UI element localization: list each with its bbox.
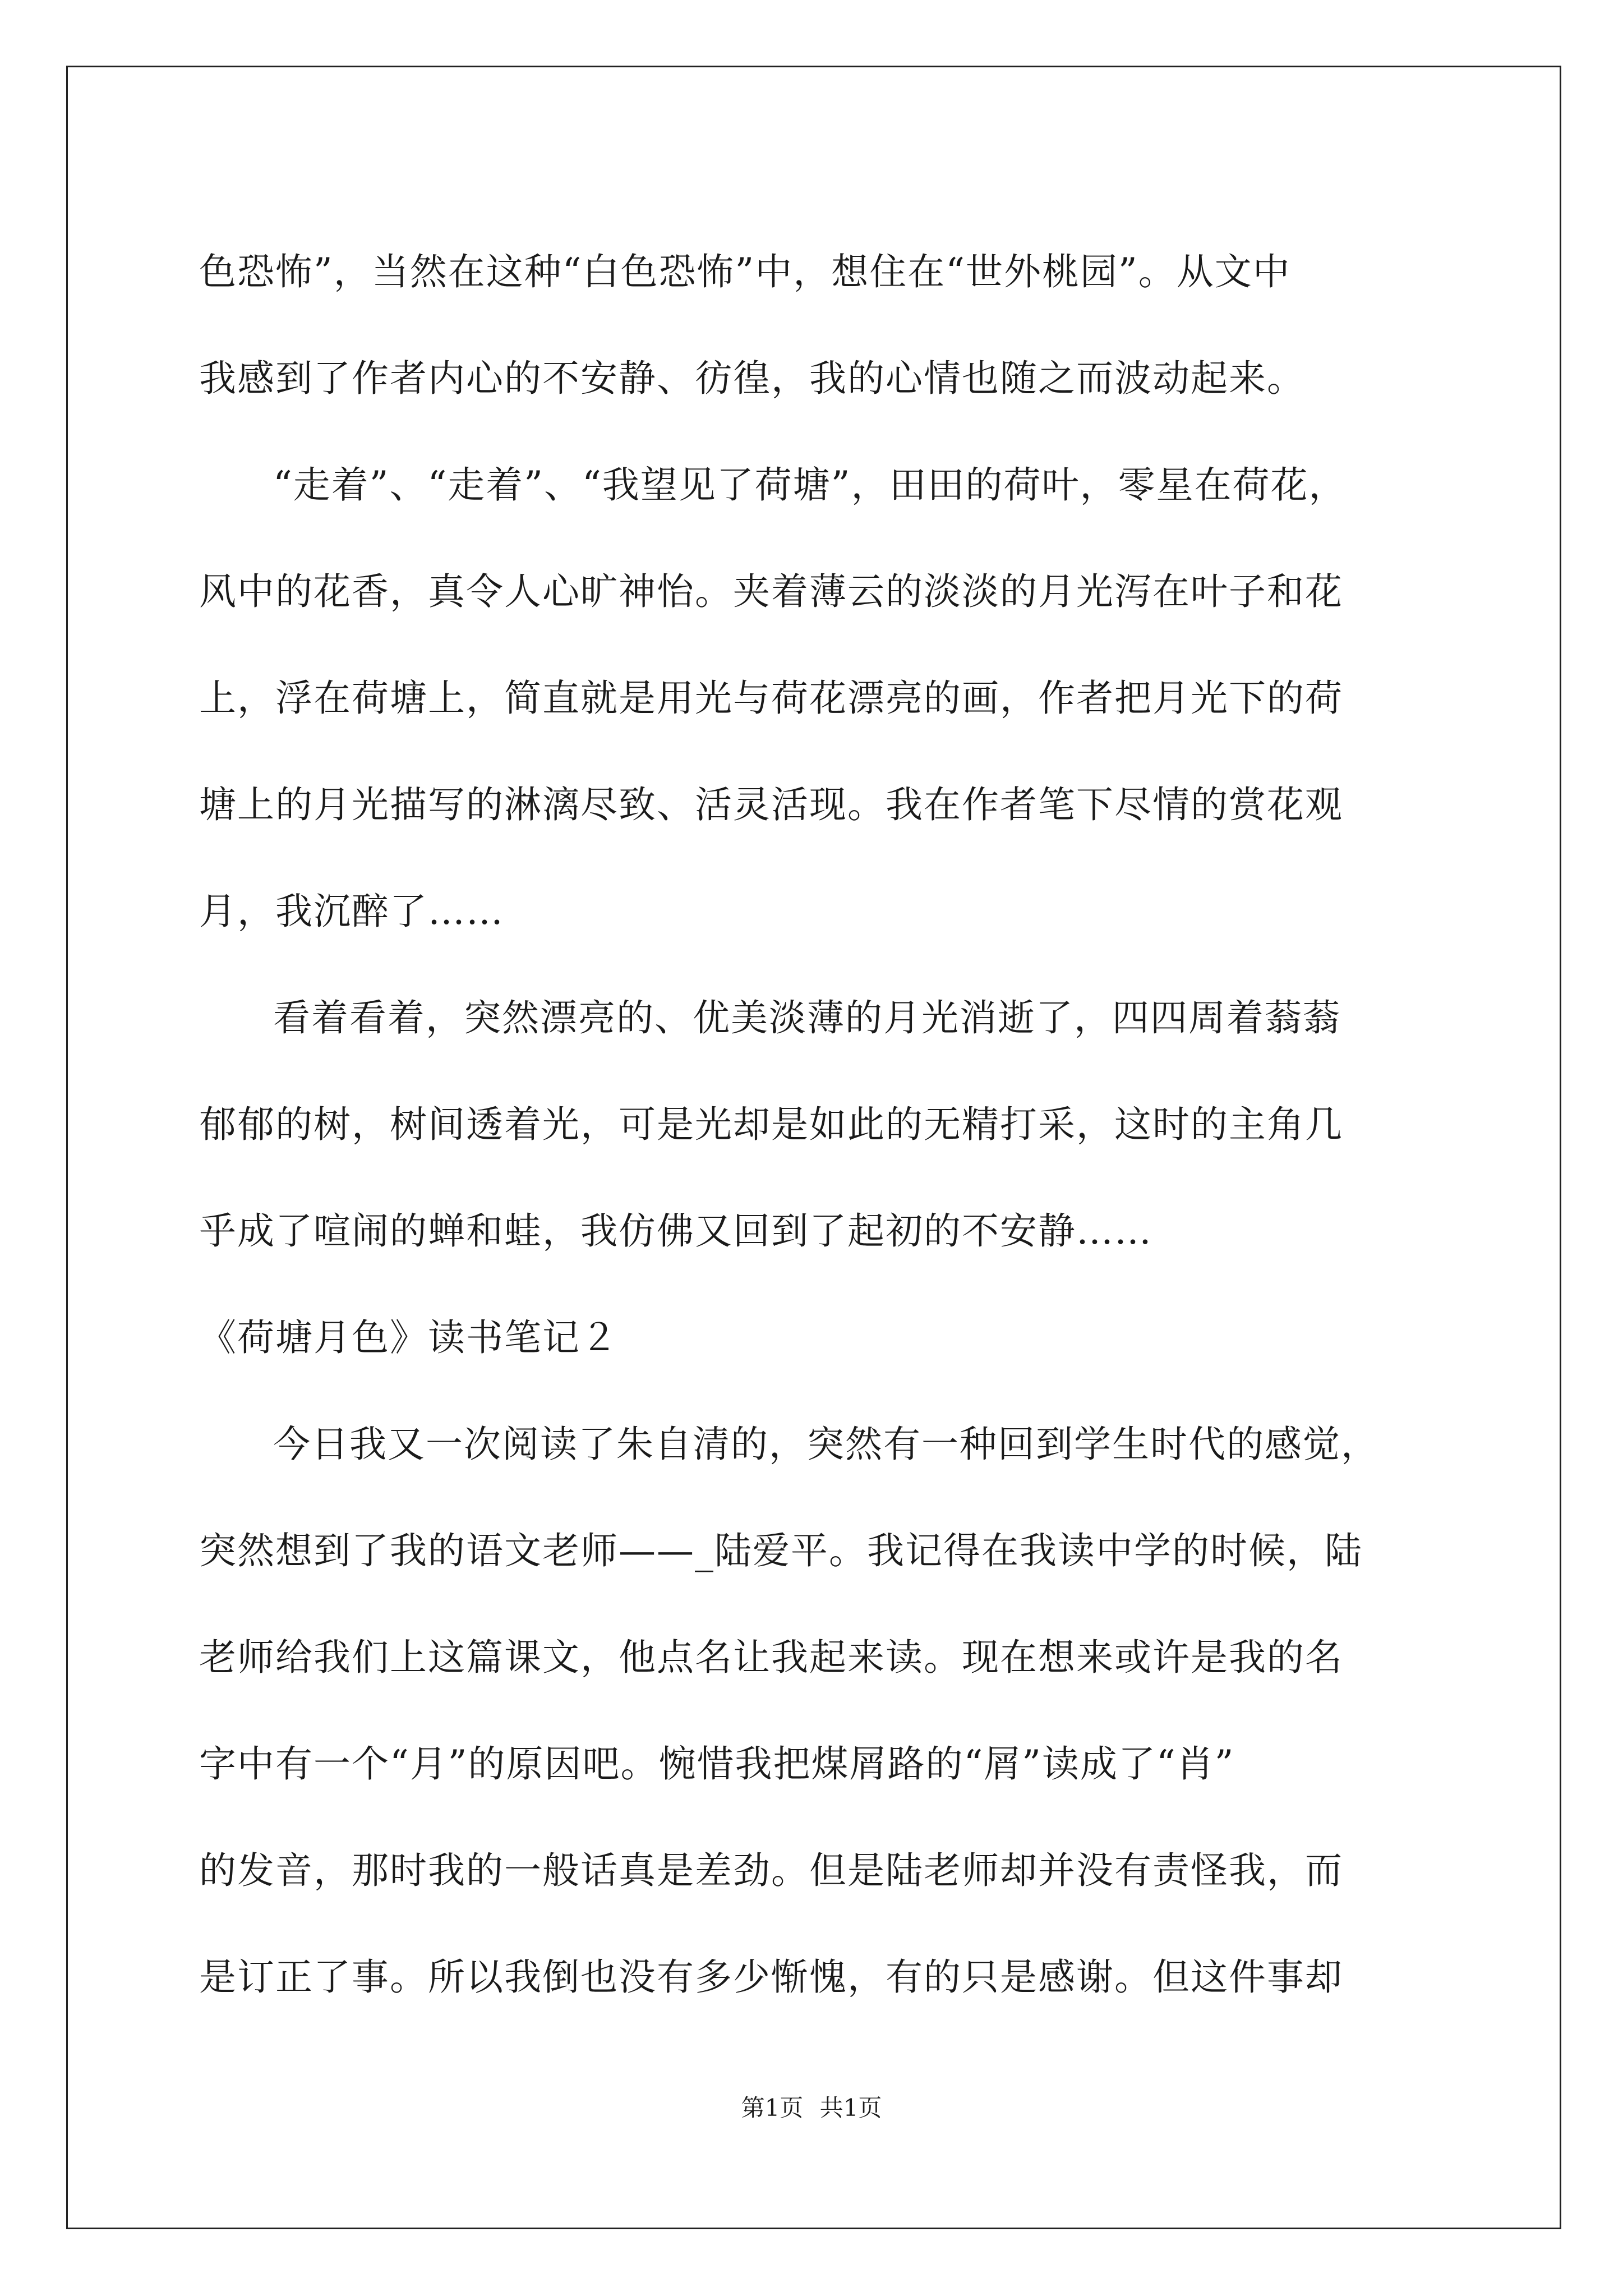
text-line: 是订正了事。所以我倒也没有多少惭愧，有的只是感谢。但这件事却 [199,1955,1343,1999]
page-total: 共1页 [819,2094,882,2122]
text-line: 塘上的月光描写的淋漓尽致、活灵活现。我在作者笔下尽情的赏花观 [199,783,1343,826]
text-line: 上，浮在荷塘上，简直就是用光与荷花漂亮的画，作者把月光下的荷 [199,677,1343,720]
text-line: 今日我又一次阅读了朱自清的，突然有一种回到学生时代的感觉， [273,1423,1379,1466]
text-line: 乎成了喧闹的蝉和蛙，我仿佛又回到了起初的不安静…… [199,1209,1152,1253]
text-line: 我感到了作者内心的不安静、彷徨，我的心情也随之而波动起来。 [199,357,1305,400]
text-line: 郁郁的树，树间透着光，可是光却是如此的无精打采，这时的主角几 [199,1103,1343,1146]
page-number: 第1页 [741,2094,804,2122]
section-heading: 《荷塘月色》读书笔记２ [199,1316,619,1359]
text-line: 突然想到了我的语文老师——_陆爱平。我记得在我读中学的时候，陆 [199,1529,1363,1572]
text-line: 看着看着，突然漂亮的、优美淡薄的月光消逝了，四四周着蓊蓊 [273,996,1341,1039]
page-footer [0,2090,1623,2123]
text-line: 的发音，那时我的一般话真是差劲。但是陆老师却并没有责怪我，而 [199,1849,1343,1892]
text-line: 字中有一个“月”的原因吧。惋惜我把煤屑路的“屑”读成了“肖” [199,1742,1235,1786]
text-line: 月，我沉醉了…… [199,890,504,933]
text-line: “走着”、“走着”、“我望见了荷塘”，田田的荷叶，零星在荷花， [273,463,1347,507]
text-line: 老师给我们上这篇课文，他点名让我起来读。现在想来或许是我的名 [199,1636,1343,1679]
document-body [199,219,1455,2031]
text-line: 风中的花香，真令人心旷神怡。夹着薄云的淡淡的月光泻在叶子和花 [199,570,1343,613]
text-line: 色恐怖”，当然在这种“白色恐怖”中，想住在“世外桃园”。从文中 [199,250,1291,293]
